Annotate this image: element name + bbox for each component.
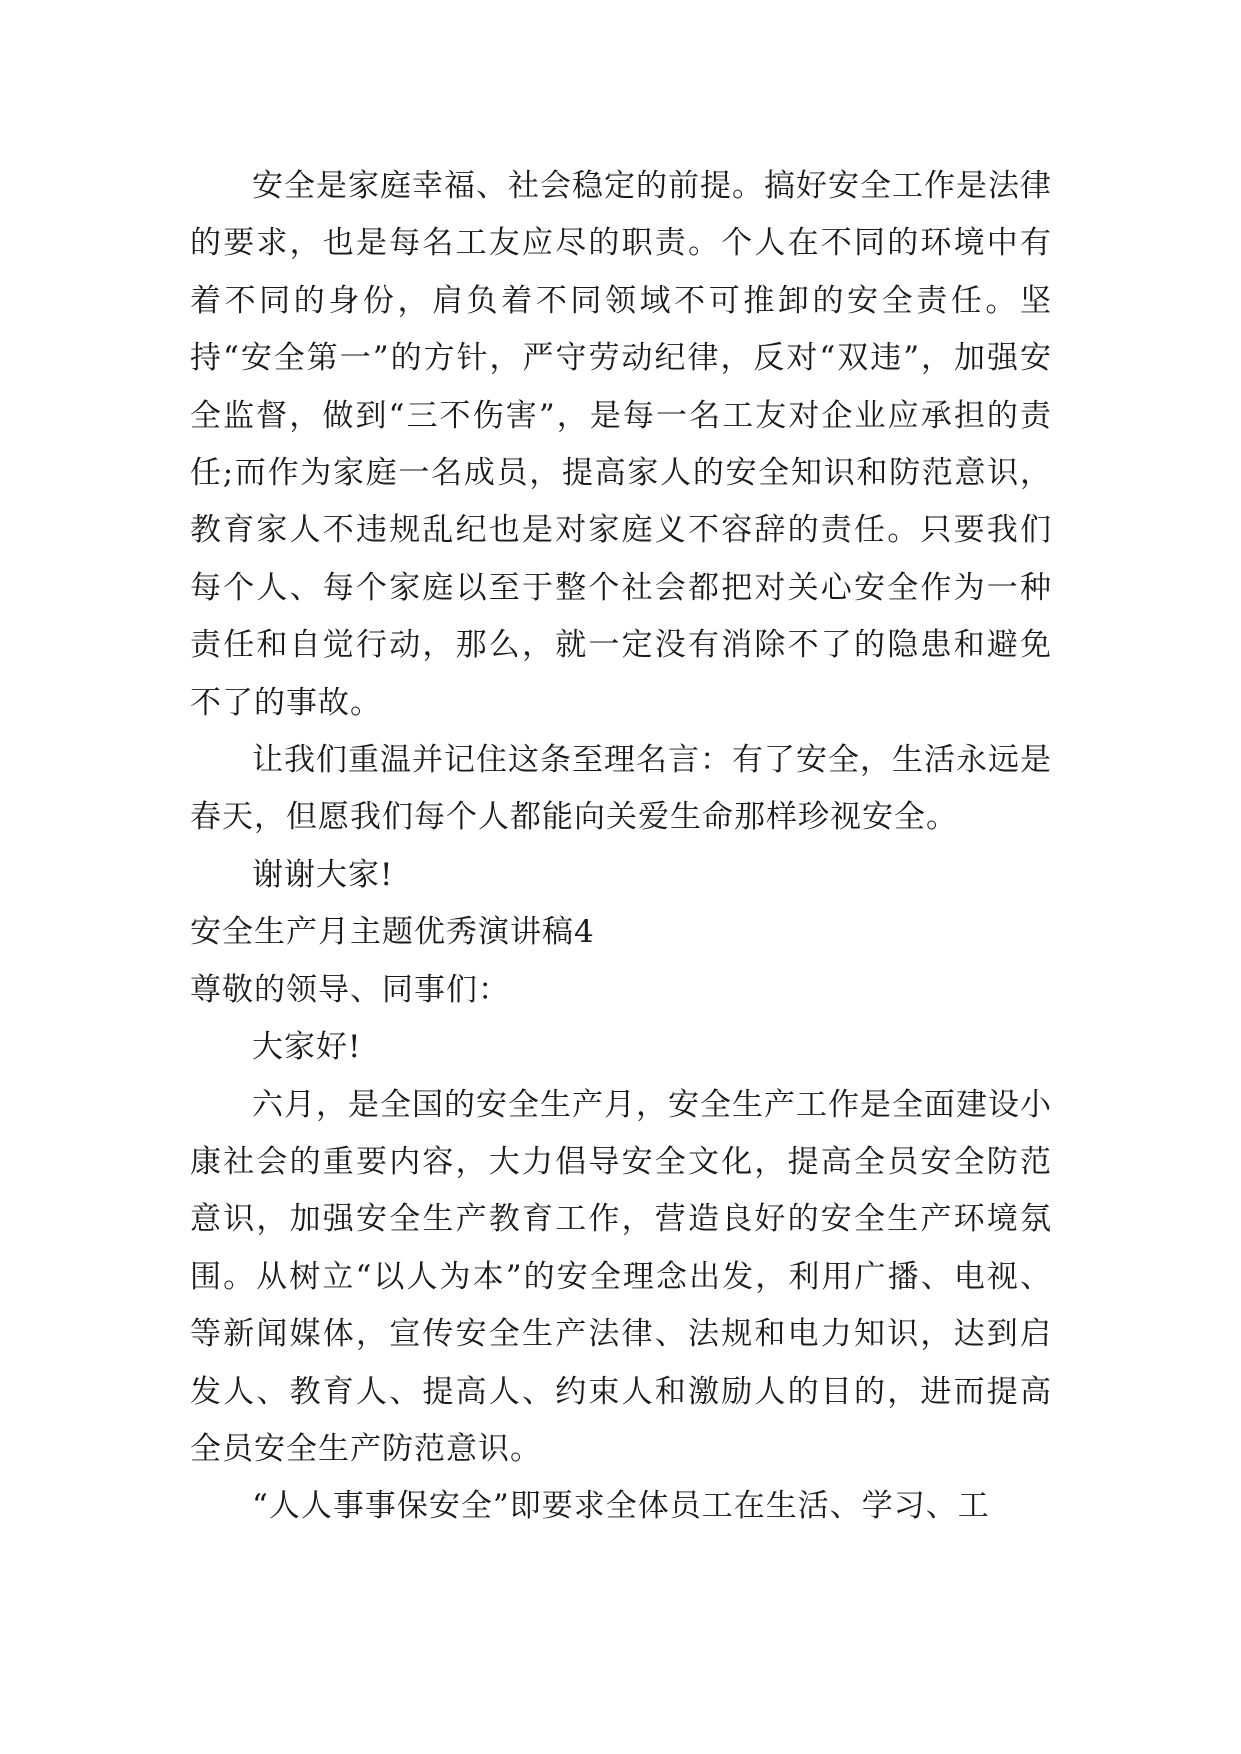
speech-greeting: 大家好!	[252, 1029, 362, 1066]
paragraph-june-safety-month: 六月，是全国的安全生产月，安全生产工作是全面建设小康社会的重要内容，大力倡导安全文化，提高全员安全防范意识，加强安全生产教育工作，营造良好的安全生产环境氛围。从树立“以人为本”的安全理念出发，利用广播、电视、等新闻媒体，宣传安全生产法律、法规和电力知识，达到启发人、教育人、提高人、约束人和激励人的目的，进而提高全员安全生产防范意识。	[190, 1086, 1052, 1467]
paragraph-everyone-safety: “人人事事保安全”即要求全体员工在生活、学习、工	[252, 1488, 990, 1525]
document-body	[190, 158, 1052, 1536]
paragraph-thanks: 谢谢大家!	[252, 856, 394, 893]
paragraph-motto: 让我们重温并记住这条至理名言：有了安全，生活永远是春天，但愿我们每个人都能向关爱生命那样珍视安全。	[190, 742, 1052, 836]
speech-salutation: 尊敬的领导、同事们：	[190, 971, 510, 1008]
paragraph-safety-family: 安全是家庭幸福、社会稳定的前提。搞好安全工作是法律的要求，也是每名工友应尽的职责。个人在不同的环境中有着不同的身份，肩负着不同领域不可推卸的安全责任。坚持“安全第一”的方针，严守劳动纪律，反对“双违”，加强安全监督，做到“三不伤害”，是每一名工友对企业应承担的责任;而作为家庭一名成员，提高家人的安全知识和防范意识，教育家人不违规乱纪也是对家庭义不容辞的责任。只要我们每个人、每个家庭以至于整个社会都把对关心安全作为一种责任和自觉行动，那么，就一定没有消除不了的隐患和避免不了的事故。	[190, 168, 1052, 721]
speech-title: 安全生产月主题优秀演讲稿4	[190, 914, 595, 951]
